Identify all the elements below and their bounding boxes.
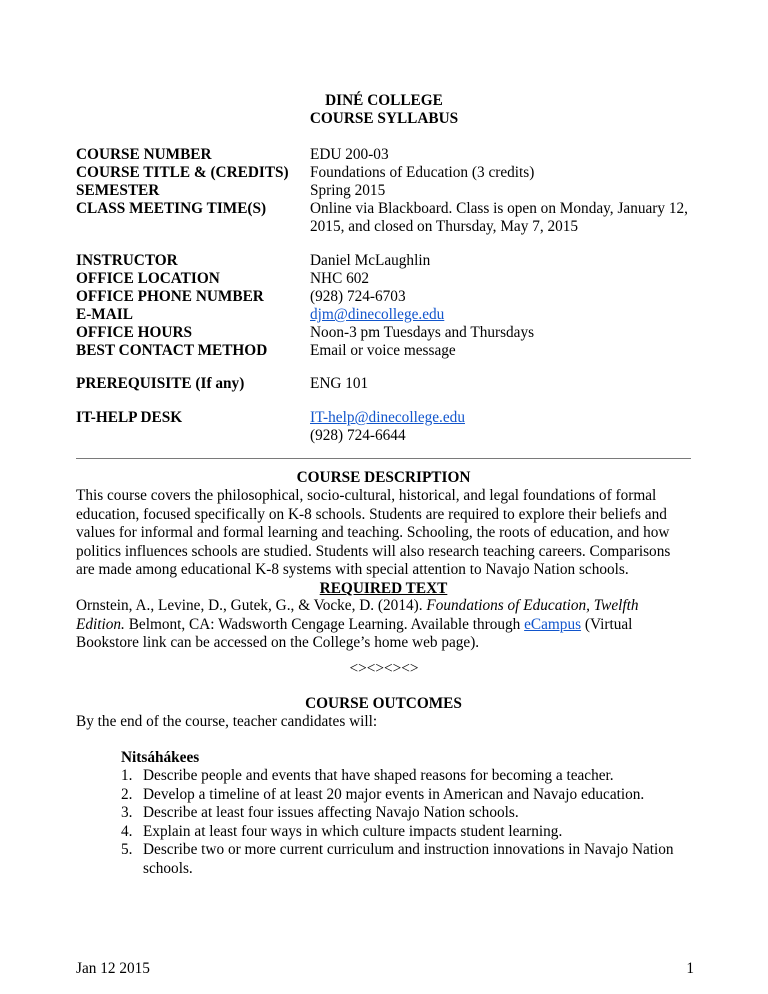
it-help-phone: (928) 724-6644: [310, 427, 406, 444]
college-name: DINÉ COLLEGE: [325, 92, 443, 109]
book-title: Foundations of Education, Twelfth Edition.: [76, 597, 639, 633]
semester-label: SEMESTER: [76, 182, 160, 199]
meeting-time-label: CLASS MEETING TIME(S): [76, 200, 267, 217]
citation-publisher: Belmont, CA: Wadsworth Cengage Learning. Available through: [124, 615, 525, 633]
list-item-text: Develop a timeline of at least 20 major events in American and Navajo education.: [143, 785, 645, 803]
it-help-email-cell: [310, 409, 700, 427]
list-item-number: 5.: [121, 841, 133, 859]
office-phone-value: (928) 724-6703: [310, 288, 406, 305]
list-item-text: Describe people and events that have shaped reasons for becoming a teacher.: [143, 767, 614, 784]
office-hours-value: Noon-3 pm Tuesdays and Thursdays: [310, 324, 535, 341]
required-text-citation: [76, 597, 691, 653]
course-outcomes-intro: By the end of the course, teacher candidates will:: [76, 713, 378, 730]
document-title: COURSE SYLLABUS: [309, 110, 459, 127]
outcomes-subheading: Nitsáhákees: [121, 749, 200, 766]
list-item: [121, 786, 701, 805]
list-item: [121, 823, 701, 842]
prerequisite-value: ENG 101: [310, 375, 369, 392]
separator-glyphs: <><><><>: [349, 660, 419, 677]
course-title-value: Foundations of Education (3 credits): [310, 164, 535, 181]
page-number: 1: [686, 960, 694, 977]
course-description-heading: COURSE DESCRIPTION: [296, 469, 471, 486]
contact-method-value: Email or voice message: [310, 342, 456, 359]
course-number-label: COURSE NUMBER: [76, 146, 212, 163]
list-item-number: 2.: [121, 785, 133, 803]
it-help-email-link[interactable]: IT-help@dinecollege.edu: [310, 409, 465, 426]
instructor-label: INSTRUCTOR: [76, 252, 178, 269]
prerequisite-label: PREREQUISITE (If any): [76, 375, 245, 392]
list-item: [121, 767, 701, 786]
email-label: E-MAIL: [76, 306, 133, 323]
required-text-heading-label: REQUIRED TEXT: [319, 580, 448, 597]
list-item: [121, 804, 701, 823]
course-title-label: COURSE TITLE & (CREDITS): [76, 164, 289, 181]
list-item-number: 3.: [121, 804, 133, 822]
course-number-value: EDU 200-03: [310, 146, 389, 163]
it-help-label: IT-HELP DESK: [76, 409, 183, 426]
instructor-value: Daniel McLaughlin: [310, 252, 431, 269]
list-item-number: 4.: [121, 822, 133, 840]
list-item-text: Describe at least four issues affecting Navajo Nation schools.: [143, 804, 519, 822]
list-item-text: Explain at least four ways in which culture impacts student learning.: [143, 822, 563, 840]
contact-method-label: BEST CONTACT METHOD: [76, 342, 268, 359]
citation-authors: Ornstein, A., Levine, D., Gutek, G., & Vocke, D. (2014).: [76, 597, 427, 614]
office-location-value: NHC 602: [310, 270, 370, 287]
semester-value: Spring 2015: [310, 182, 386, 199]
office-hours-label: OFFICE HOURS: [76, 324, 193, 341]
outcomes-list: [121, 767, 701, 879]
instructor-email-link[interactable]: djm@dinecollege.edu: [310, 306, 445, 323]
office-location-label: OFFICE LOCATION: [76, 270, 220, 287]
required-text-heading: [76, 580, 691, 598]
section-divider: [76, 458, 691, 459]
course-description-text: This course covers the philosophical, socio-cultural, historical, and legal foundations of formal education, focused specifically on K-8 schools. Students are required to explore their beliefs and values for informal and formal learning and teaching. Schooling, the roots of education, and how politics influences schools are studied. Students will also research teaching careers. Comparisons are made among educational K-8 systems with special attention to Navajo Nation schools.: [76, 487, 671, 579]
citation-note: (Virtual Bookstore link can be accessed on the College’s home web page).: [76, 615, 633, 652]
list-item-number: 1.: [121, 767, 133, 784]
footer-date: Jan 12 2015: [76, 960, 150, 977]
list-item-text: Describe two or more current curriculum and instruction innovations in Navajo Nation schools.: [143, 841, 674, 877]
ecampus-link[interactable]: eCampus: [524, 615, 582, 633]
course-outcomes-heading: COURSE OUTCOMES: [305, 695, 462, 712]
email-value-cell: [310, 306, 700, 324]
list-item: [121, 841, 701, 878]
meeting-time-value: Online via Blackboard. Class is open on Monday, January 12, 2015, and closed on Thursday, May 7, 2015: [310, 200, 688, 235]
office-phone-label: OFFICE PHONE NUMBER: [76, 288, 264, 305]
